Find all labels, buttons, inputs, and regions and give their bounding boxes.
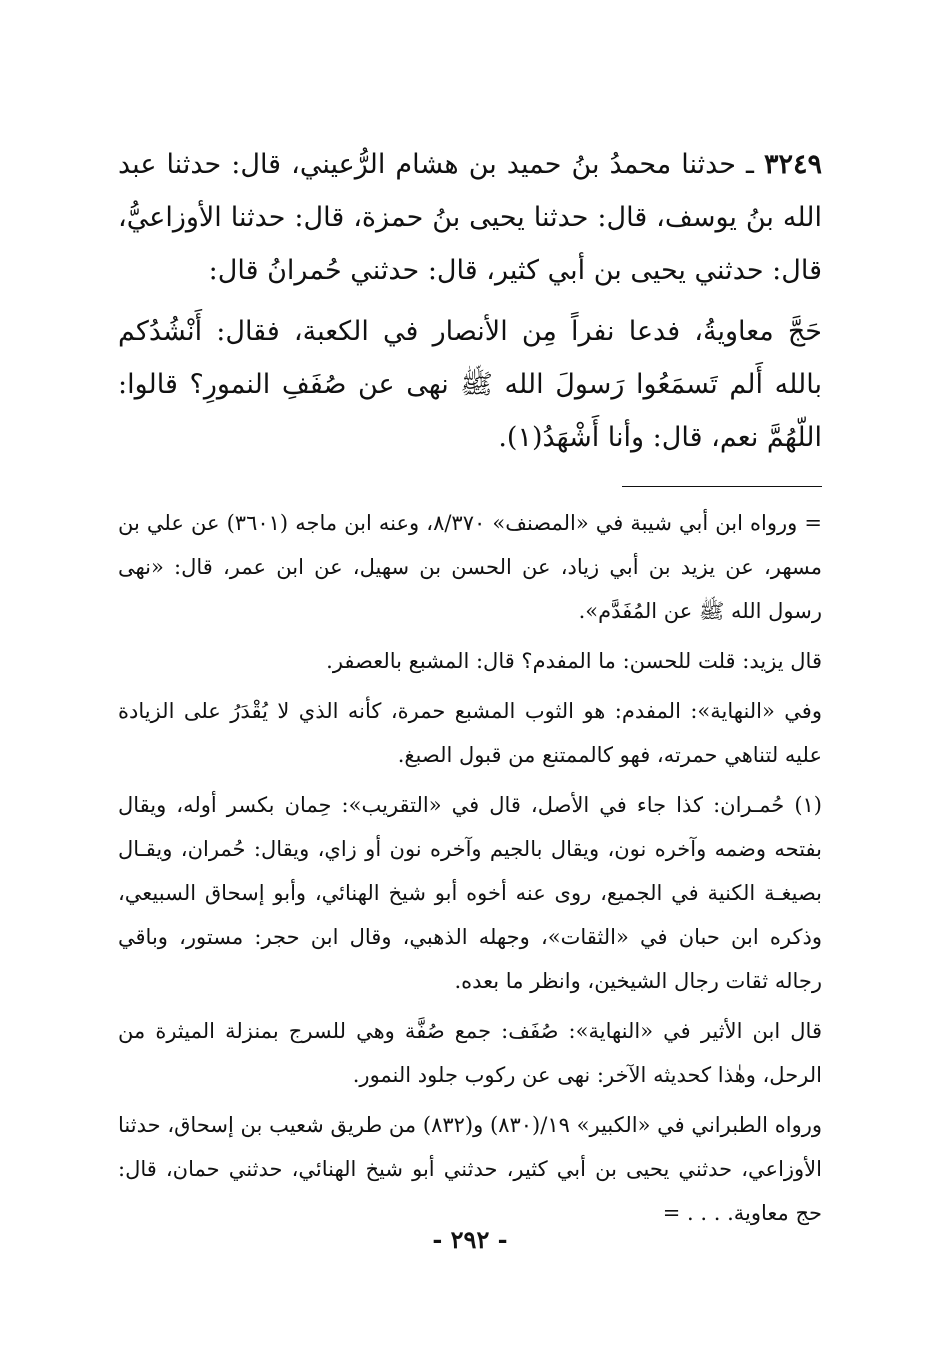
- hadith-matn: حَجَّ معاويةُ، فدعا نفراً مِن الأنصار في الكعبة، فقال: أَنْشُدُكم بالله أَلم تَسمَعُوا رَسولَ الله ﷺ نهى عن صُفَفِ النمورِ؟ قالوا: اللّهُمَّ نعم، قال: وأنا أَشْهَدُ(١).: [118, 316, 822, 453]
- footnotes: [118, 501, 822, 1235]
- footnote-paragraph: وفي «النهاية»: المفدم: هو الثوب المشبع حمرة، كأنه الذي لا يُقْدَرُ على الزيادة عليه لتناهي حمرته، فهو كالممتنع من قبول الصبغ.: [118, 699, 822, 767]
- hadith-isnad: ـ حدثنا محمدُ بنُ حميد بن هشام الرُّعيني، قال: حدثنا عبد الله بنُ يوسف، قال: حدثنا يحيى بنُ حمزة، قال: حدثنا الأوزاعيُّ، قال: حدثني يحيى بن أبي كثير، قال: حدثني حُمرانُ قال:: [118, 149, 822, 286]
- footnote-paragraph: ورواه الطبراني في «الكبير» ١٩/(٨٣٠) و(٨٣٢) من طريق شعيب بن إسحاق، حدثنا الأوزاعي، حدثني يحيى بن أبي كثير، حدثني أبو شيخ الهنائي، حدثني حمان، قال: حج معاوية. . . . =: [118, 1113, 823, 1225]
- footnote-paragraph: قال يزيد: قلت للحسن: ما المفدم؟ قال: المشبع بالعصفر.: [326, 649, 822, 673]
- footnote-paragraph: قال ابن الأثير في «النهاية»: صُفَف: جمع صُفَّة وهي للسرج بمنزلة الميثرة من الرحل، وهٰذا كحديثه الآخر: نهى عن ركوب جلود النمور.: [118, 1019, 822, 1087]
- footnote-divider: [622, 486, 822, 487]
- footnote-paragraph: = ورواه ابن أبي شيبة في «المصنف» ٨/٣٧٠، وعنه ابن ماجه (٣٦٠١) عن علي بن مسهر، عن يزيد بن أبي زياد، عن الحسن بن سهيل، عن ابن عمر، قال: «نهى رسول الله ﷺ عن المُفَدَّم».: [118, 511, 822, 623]
- page-body: [118, 138, 822, 1241]
- page-number: - ٢٩٢ -: [432, 1225, 508, 1254]
- hadith-main-text: [118, 138, 822, 464]
- hadith-number: ٣٢٤٩: [763, 149, 822, 180]
- footnote-paragraph: (١) حُمـران: كذا جاء في الأصل، قال في «التقريب»: حِمان بكسر أوله، ويقال بفتحه وضمه وآخره نون، ويقال بالجيم وآخره نون أو زاي، ويقال: حُمران، ويقـال بصيغـة الكنية في الجميع، روى عنه أخوه أبو شيخ الهنائي، وأبو إسحاق السبيعي، وذكره ابن حبان في «الثقات»، وجهله الذهبي، وقال ابن حجر: مستور، وباقي رجاله ثقات رجال الشيخين، وانظر ما بعده.: [118, 793, 822, 993]
- hadith-isnad-paragraph: [118, 138, 822, 297]
